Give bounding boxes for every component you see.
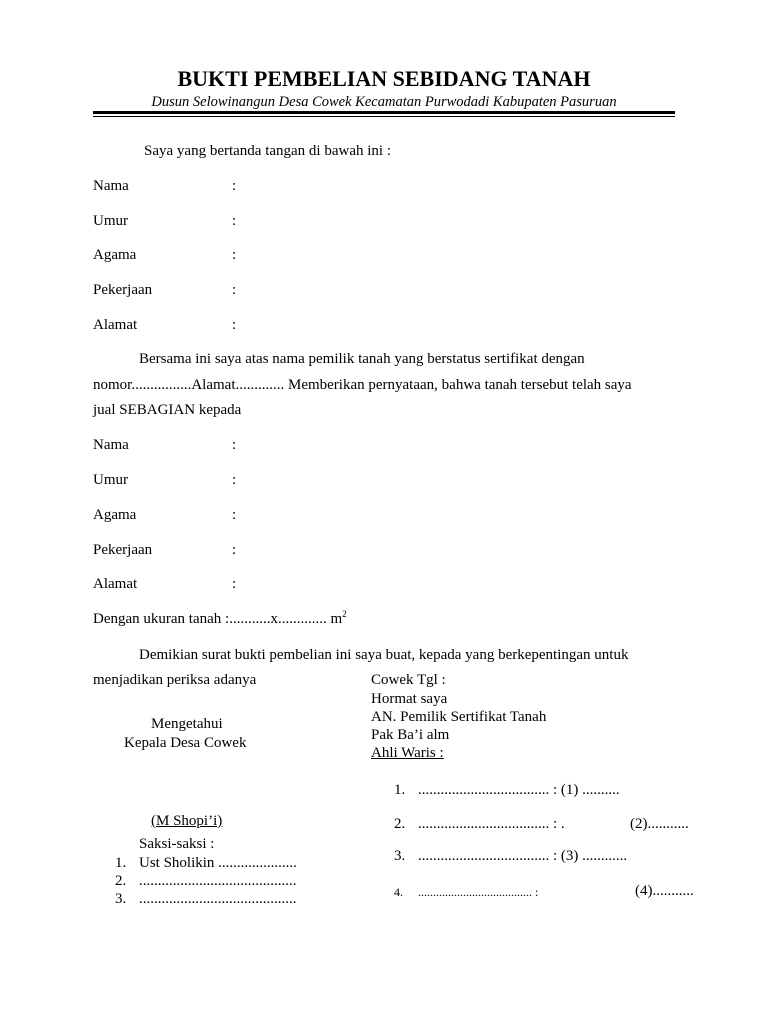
field-colon: : <box>232 282 237 298</box>
statement-line-2: nomor................Alamat............. Memberikan pernyataan, bahwa tanah tersebut telah saya <box>93 377 632 393</box>
on-behalf-label: AN. Pemilik Sertifikat Tanah <box>371 709 547 725</box>
heir-signature-line: ................................... : (1) .......... <box>418 782 620 798</box>
heir-signature-tail: (2)........... <box>630 816 689 832</box>
header-divider-thick <box>93 111 675 114</box>
field-colon: : <box>232 178 237 194</box>
seller-field-label: Pekerjaan <box>93 282 153 298</box>
statement-line-1: Bersama ini saya atas nama pemilik tanah yang berstatus sertifikat dengan <box>139 351 585 367</box>
document-title: BUKTI PEMBELIAN SEBIDANG TANAH <box>177 66 591 91</box>
village-head-label: Kepala Desa Cowek <box>124 735 247 751</box>
buyer-field-label: Pekerjaan <box>93 542 153 558</box>
witness-entry: Ust Sholikin ..................... <box>139 855 297 871</box>
heir-signature-line: ................................... : (3) ............ <box>418 848 628 864</box>
heir-number: 4. <box>394 885 403 899</box>
seller-field-label: Nama <box>93 178 129 194</box>
field-colon: : <box>232 542 237 558</box>
heir-signature-line: ...................................... : <box>418 885 539 899</box>
field-colon: : <box>232 576 237 592</box>
witness-entry: .......................................... <box>139 891 297 907</box>
witness-number: 2. <box>115 873 127 889</box>
field-colon: : <box>232 247 237 263</box>
header-divider-thin <box>93 116 675 117</box>
heirs-label: Ahli Waris : <box>371 745 444 761</box>
buyer-field-label: Umur <box>93 472 128 488</box>
square-superscript: 2 <box>342 609 347 619</box>
heir-number: 2. <box>394 816 406 832</box>
witness-label: Saksi-saksi : <box>139 836 215 852</box>
statement-line-3: jual SEBAGIAN kepada <box>93 402 242 418</box>
field-colon: : <box>232 317 237 333</box>
seller-field-label: Agama <box>93 247 137 263</box>
seller-field-label: Umur <box>93 213 128 229</box>
buyer-field-label: Agama <box>93 507 137 523</box>
regards-label: Hormat saya <box>371 691 448 707</box>
land-size-line <box>93 611 347 628</box>
owner-name: Pak Ba’i alm <box>371 727 450 743</box>
closing-line-2: menjadikan periksa adanya <box>93 672 257 688</box>
heir-signature-line: ................................... : . <box>418 816 565 832</box>
document-subtitle: Dusun Selowinangun Desa Cowek Kecamatan Purwodadi Kabupaten Pasuruan <box>151 94 617 110</box>
buyer-field-label: Nama <box>93 437 129 453</box>
field-colon: : <box>232 507 237 523</box>
heir-number: 3. <box>394 848 406 864</box>
witness-number: 3. <box>115 891 127 907</box>
seller-field-label: Alamat <box>93 317 138 333</box>
field-colon: : <box>232 213 237 229</box>
witness-number: 1. <box>115 855 127 871</box>
village-head-name: (M Shopi’i) <box>151 813 223 829</box>
field-colon: : <box>232 437 237 453</box>
place-date-label: Cowek Tgl : <box>371 672 446 688</box>
known-by-label: Mengetahui <box>151 716 223 732</box>
land-size-text: Dengan ukuran tanah :...........x............. m <box>93 611 343 627</box>
witness-entry: .......................................... <box>139 873 297 889</box>
heir-number: 1. <box>394 782 406 798</box>
buyer-field-label: Alamat <box>93 576 138 592</box>
closing-line-1: Demikian surat bukti pembelian ini saya buat, kepada yang berkepentingan untuk <box>139 647 629 663</box>
heir-signature-tail: (4)........... <box>635 883 694 899</box>
intro-text: Saya yang bertanda tangan di bawah ini : <box>144 143 392 159</box>
field-colon: : <box>232 472 237 488</box>
